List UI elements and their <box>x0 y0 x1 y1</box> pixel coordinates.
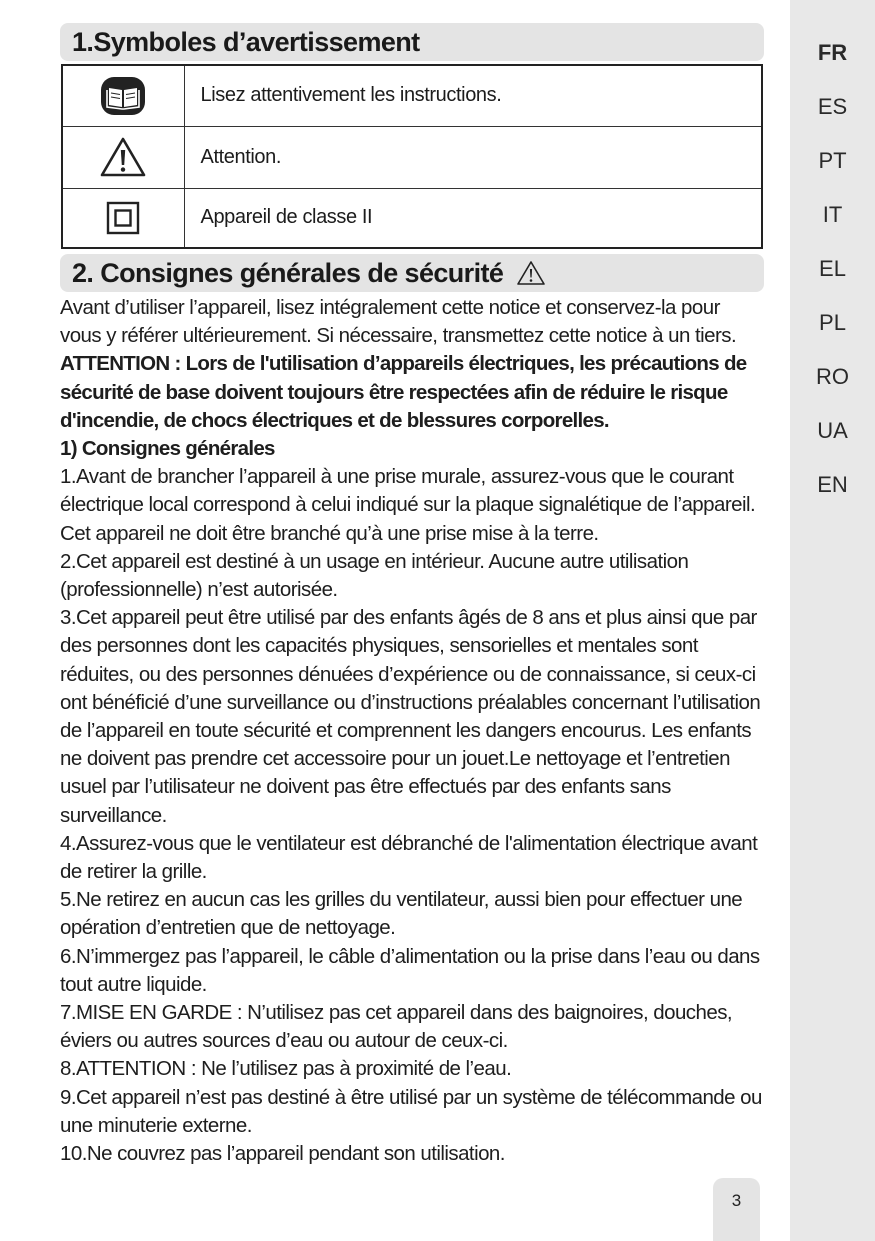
list-item: 3.Cet appareil peut être utilisé par des enfants âgés de 8 ans et plus ainsi que par des personnes dont les capacités physiques, sensorielles et mentales sont réduites, ou des personnes dénuées d’expérience ou de connaissance, si ceux-ci ont bénéficié d’une surveillance ou d’instructions préalables concernant l’utilisation de l’appareil en toute sécurité et comprennent les dangers encourus. Les enfants ne doivent pas prendre cet accessoire pour un jouet.Le nettoyage et l’entretien usuel par l’utilisateur ne doivent pas être effectués par des enfants sans surveillance. <box>60 606 761 827</box>
language-tab-es[interactable]: ES <box>817 94 848 119</box>
list-item: 10.Ne couvrez pas l’appareil pendant son utilisation. <box>60 1142 505 1166</box>
language-tab-ro[interactable]: RO <box>816 364 849 389</box>
list-item: 7.MISE EN GARDE : N’utilisez pas cet appareil dans des baignoires, douches, éviers ou autres sources d’eau ou autour de ceux-ci. <box>60 1001 733 1053</box>
list-item: 1.Avant de brancher l’appareil à une prise murale, assurez-vous que le courant électrique local correspond à celui indiqué sur la plaque signalétique de l’appareil. Cet appareil ne doit être branché qu’à une prise mise à la terre. <box>60 465 756 545</box>
language-tab-pt[interactable]: PT <box>818 148 847 173</box>
intro-paragraph: Avant d’utiliser l’appareil, lisez intégralement cette notice et conservez-la pour vous y référer ultérieurement. Si nécessaire, transmettez cette notice à un tiers. <box>60 296 737 348</box>
page-number: 3 <box>713 1178 760 1241</box>
table-row <box>62 188 762 248</box>
language-sidebar <box>790 0 875 1241</box>
symbol-description: Appareil de classe II <box>184 188 762 248</box>
language-tab-en[interactable]: EN <box>817 472 848 497</box>
language-tab-pl[interactable]: PL <box>819 310 846 335</box>
language-tab-el[interactable]: EL <box>819 256 846 281</box>
warning-triangle-icon <box>99 136 147 178</box>
section-2-title: 2. Consignes générales de sécurité <box>72 258 504 288</box>
symbol-description: Attention. <box>184 126 762 188</box>
list-item: 8.ATTENTION : Ne l’utilisez pas à proximité de l’eau. <box>60 1057 512 1081</box>
section-1-heading: 1.Symboles d’avertissement <box>60 23 764 61</box>
safety-instructions <box>60 294 766 1168</box>
book-icon <box>100 76 146 116</box>
language-tab-fr[interactable]: FR <box>817 40 848 65</box>
list-item: 6.N’immergez pas l’appareil, le câble d’alimentation ou la prise dans l’eau ou dans tout autre liquide. <box>60 944 760 996</box>
warning-triangle-icon <box>516 260 546 286</box>
table-row <box>62 65 762 126</box>
language-tab-it[interactable]: IT <box>822 202 843 227</box>
warning-paragraph: ATTENTION : Lors de l'utilisation d’appareils électriques, les précautions de sécurité de base doivent toujours être respectées afin de réduire le risque d'incendie, de chocs électriques et de blessures corporelles. <box>60 352 747 432</box>
class-ii-icon <box>106 201 140 235</box>
list-item: 2.Cet appareil est destiné à un usage en intérieur. Aucune autre utilisation (professionnelle) n’est autorisée. <box>60 549 689 602</box>
symbol-description: Lisez attentivement les instructions. <box>184 65 762 126</box>
table-row <box>62 126 762 188</box>
section-2-heading <box>60 254 764 292</box>
subheading-general: 1) Consignes générales <box>60 437 275 461</box>
list-item: 5.Ne retirez en aucun cas les grilles du ventilateur, aussi bien pour effectuer une opération d’entretien que de nettoyage. <box>60 888 743 940</box>
list-item: 4.Assurez-vous que le ventilateur est débranché de l'alimentation électrique avant de retirer la grille. <box>60 831 758 884</box>
list-item: 9.Cet appareil n’est pas destiné à être utilisé par un système de télécommande ou une minuterie externe. <box>60 1085 762 1137</box>
warning-symbols-table <box>61 64 763 249</box>
language-tab-ua[interactable]: UA <box>817 418 848 443</box>
